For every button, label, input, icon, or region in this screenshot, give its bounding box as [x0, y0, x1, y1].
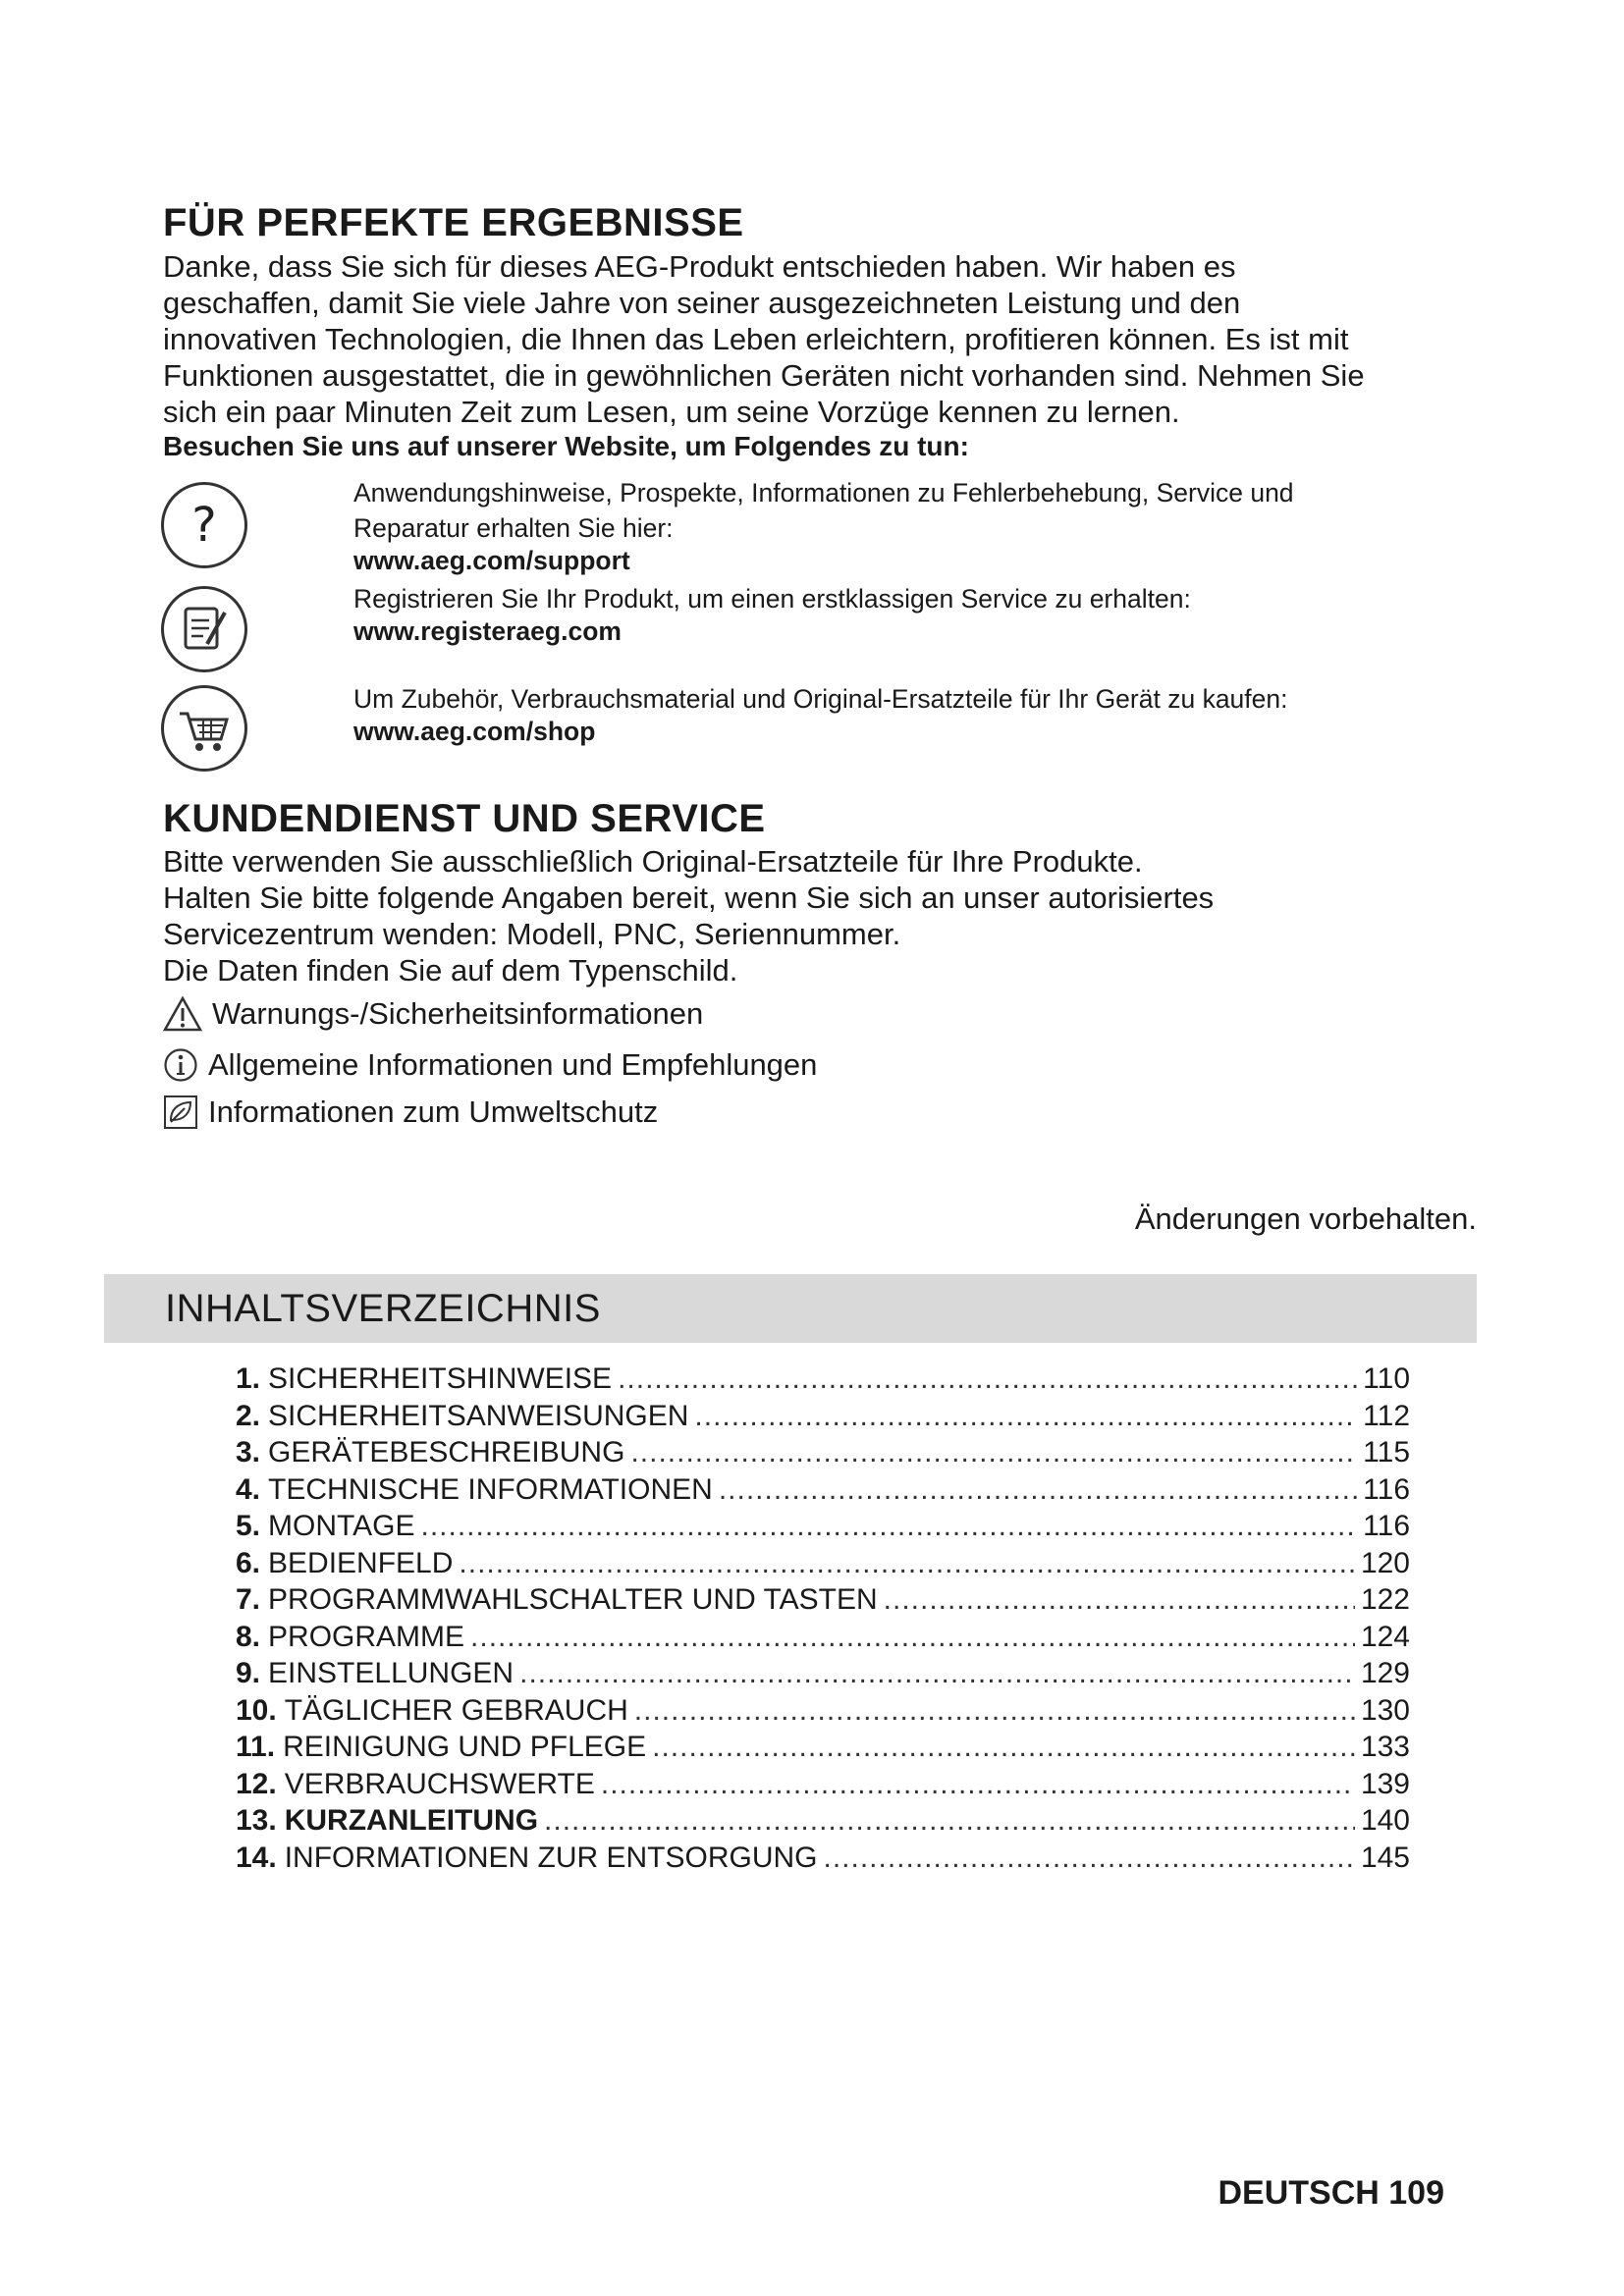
toc-entry-leader [420, 1510, 1357, 1543]
toc-entry-leader [618, 1362, 1357, 1396]
toc-entry-title: BEDIENFELD [268, 1546, 454, 1579]
toc-entry-title: SICHERHEITSHINWEISE [268, 1362, 613, 1395]
toc-entry[interactable] [236, 1510, 1410, 1547]
toc-entry-page: 120 [1360, 1546, 1410, 1579]
toc-entry[interactable] [236, 1400, 1410, 1437]
shop-item [353, 681, 1288, 747]
toc-list [236, 1362, 1410, 1878]
section-heading-results: FÜR PERFEKTE ERGEBNISSE [163, 201, 744, 244]
page-footer: DEUTSCH 109 [1218, 2174, 1444, 2212]
intro-line: geschaffen, damit Sie viele Jahre von seiner ausgezeichneten Leistung und den [163, 286, 1241, 320]
toc-entry-number: 9. [236, 1657, 261, 1689]
support-item [353, 475, 1294, 576]
toc-entry-number: 10. [236, 1693, 277, 1727]
service-line: Bitte verwenden Sie ausschließlich Original-Ersatzteile für Ihre Produkte. [163, 844, 1143, 879]
toc-entry-title: PROGRAMMWAHLSCHALTER UND TASTEN [268, 1583, 878, 1616]
toc-entry[interactable] [236, 1547, 1410, 1584]
toc-entry-leader [630, 1436, 1357, 1469]
intro-line: innovativen Technologien, die Ihnen das Leben erleichtern, profitieren können. Es ist mit [163, 322, 1349, 356]
toc-entry-page: 129 [1360, 1657, 1410, 1689]
toc-entry-leader [601, 1768, 1355, 1801]
toc-heading: INHALTSVERZEICHNIS [165, 1287, 601, 1330]
register-text-line: Registrieren Sie Ihr Produkt, um einen erstklassigen Service zu erhalten: [353, 584, 1191, 614]
toc-entry[interactable] [236, 1583, 1410, 1621]
shop-text-line: Um Zubehör, Verbrauchsmaterial und Original-Ersatzteile für Ihr Gerät zu kaufen: [353, 684, 1288, 714]
toc-entry-title: MONTAGE [268, 1510, 415, 1542]
register-link[interactable]: www.registeraeg.com [353, 616, 622, 646]
warning-icon [163, 995, 202, 1033]
toc-entry-number: 2. [236, 1399, 261, 1432]
service-line: Servicezentrum wenden: Modell, PNC, Seriennummer. [163, 917, 901, 951]
toc-entry-page: 116 [1363, 1510, 1410, 1542]
question-icon [161, 482, 247, 568]
toc-entry-leader [884, 1583, 1355, 1617]
toc-entry-title: REINIGUNG UND PFLEGE [283, 1731, 647, 1763]
legend-warning-label: Warnungs-/Sicherheitsinformationen [212, 996, 704, 1031]
toc-entry-number: 6. [236, 1546, 261, 1579]
visit-website-line: Besuchen Sie uns auf unserer Website, um Folgendes zu tun: [163, 431, 969, 461]
toc-entry-leader [719, 1473, 1357, 1507]
toc-entry-page: 130 [1360, 1693, 1410, 1727]
legend-info-label: Allgemeine Informationen und Empfehlungen [208, 1047, 818, 1082]
toc-entry-number: 14. [236, 1841, 277, 1874]
toc-entry[interactable] [236, 1694, 1410, 1732]
legend-warning [163, 995, 703, 1033]
environment-icon [163, 1095, 198, 1130]
svg-text:?: ? [191, 498, 217, 553]
toc-entry-number: 3. [236, 1436, 261, 1468]
toc-entry-number: 13. [236, 1804, 277, 1837]
toc-entry[interactable] [236, 1804, 1410, 1842]
toc-entry-title: SICHERHEITSANWEISUNGEN [268, 1399, 689, 1432]
service-line: Halten Sie bitte folgende Angaben bereit, wenn Sie sich an unser autorisiertes [163, 881, 1215, 915]
toc-entry-page: 122 [1360, 1583, 1410, 1616]
toc-entry-title: TECHNISCHE INFORMATIONEN [268, 1472, 713, 1506]
toc-entry[interactable] [236, 1657, 1410, 1694]
info-icon [163, 1047, 198, 1083]
toc-entry-title: EINSTELLUNGEN [268, 1657, 514, 1689]
intro-line: sich ein paar Minuten Zeit zum Lesen, um seine Vorzüge kennen zu lernen. [163, 395, 1180, 429]
toc-entry[interactable] [236, 1436, 1410, 1473]
toc-entry[interactable] [236, 1621, 1410, 1658]
toc-entry-page: 124 [1360, 1620, 1410, 1653]
intro-line: Danke, dass Sie sich für dieses AEG-Produkt entschieden haben. Wir haben es [163, 249, 1236, 284]
toc-entry-page: 112 [1363, 1399, 1410, 1432]
shop-link[interactable]: www.aeg.com/shop [353, 717, 596, 746]
toc-entry-leader [519, 1657, 1355, 1690]
toc-entry-number: 4. [236, 1472, 261, 1506]
section-heading-service: KUNDENDIENST UND SERVICE [163, 797, 766, 840]
service-paragraph [163, 843, 1214, 988]
intro-line: Funktionen ausgestattet, die in gewöhnlichen Geräten nicht vorhanden sind. Nehmen Sie [163, 358, 1365, 393]
support-link[interactable]: www.aeg.com/support [353, 546, 630, 575]
toc-entry-page: 145 [1360, 1841, 1410, 1874]
register-item [353, 581, 1191, 647]
toc-entry-title: PROGRAMME [268, 1620, 465, 1653]
toc-entry-number: 12. [236, 1767, 277, 1800]
toc-entry-page: 110 [1363, 1362, 1410, 1395]
toc-entry-title: TÄGLICHER GEBRAUCH [284, 1693, 628, 1727]
toc-entry[interactable] [236, 1768, 1410, 1805]
toc-entry-page: 133 [1360, 1731, 1410, 1763]
legend-info [163, 1047, 817, 1083]
toc-entry-title: KURZANLEITUNG [284, 1804, 539, 1837]
toc-entry-leader [634, 1694, 1355, 1728]
toc-entry[interactable] [236, 1473, 1410, 1511]
toc-entry-page: 139 [1360, 1767, 1410, 1800]
toc-entry-number: 7. [236, 1583, 261, 1616]
legend-environment [163, 1095, 658, 1130]
toc-entry-page: 115 [1363, 1436, 1410, 1468]
toc-entry-page: 140 [1360, 1804, 1410, 1837]
toc-entry-page: 116 [1363, 1472, 1410, 1506]
toc-entry-leader [544, 1804, 1355, 1838]
toc-entry-leader [459, 1547, 1355, 1580]
service-line: Die Daten finden Sie auf dem Typenschild. [163, 953, 738, 988]
toc-entry[interactable] [236, 1362, 1410, 1400]
legend-environment-label: Informationen zum Umweltschutz [208, 1095, 659, 1129]
toc-entry-leader [470, 1621, 1355, 1654]
toc-entry-number: 11. [236, 1731, 276, 1763]
toc-entry[interactable] [236, 1731, 1410, 1768]
intro-paragraph [163, 248, 1365, 430]
toc-entry-number: 8. [236, 1620, 261, 1653]
support-text-line: Reparatur erhalten Sie hier: [353, 513, 674, 543]
toc-entry-leader [824, 1842, 1355, 1875]
toc-entry-title: GERÄTEBESCHREIBUNG [268, 1436, 625, 1468]
toc-entry-leader [694, 1400, 1357, 1433]
register-icon [161, 586, 247, 672]
toc-entry-number: 1. [236, 1362, 261, 1395]
toc-entry-number: 5. [236, 1510, 261, 1542]
support-text-line: Anwendungshinweise, Prospekte, Informationen zu Fehlerbehebung, Service und [353, 478, 1294, 507]
shopping-cart-icon [161, 685, 247, 772]
toc-entry-title: INFORMATIONEN ZUR ENTSORGUNG [284, 1841, 818, 1874]
toc-entry-title: VERBRAUCHSWERTE [284, 1767, 595, 1800]
toc-entry-leader [652, 1731, 1355, 1764]
toc-entry[interactable] [236, 1842, 1410, 1879]
changes-note: Änderungen vorbehalten. [1134, 1201, 1477, 1236]
